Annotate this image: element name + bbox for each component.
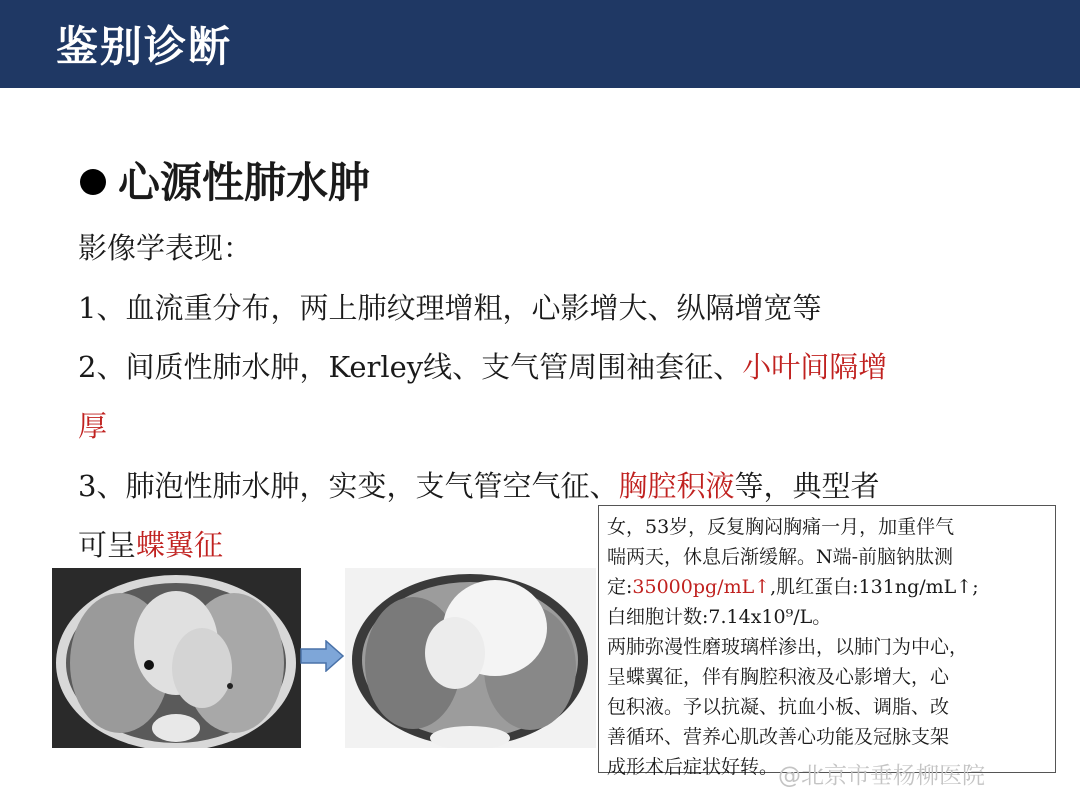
ct-lung-window-graphic (52, 568, 301, 748)
item-3-cont-text: 可呈 (78, 528, 137, 562)
section-heading-text: 心源性肺水肿 (118, 158, 371, 207)
slide-title: 鉴别诊断 (56, 22, 233, 71)
arrow-right-icon (300, 640, 344, 672)
watermark: @北京市垂杨柳医院 (778, 763, 985, 789)
case-note-line (607, 572, 1047, 602)
item-2-continued: 厚 (78, 409, 108, 443)
title-bar (0, 0, 1080, 88)
case-note-line: 两肺弥漫性磨玻璃样渗出，以肺门为中心， (607, 636, 969, 658)
intro-text: 影像学表现： (78, 231, 253, 265)
item-3 (78, 468, 879, 504)
item-3-continued (78, 527, 223, 563)
case-note-line: 呈蝶翼征，伴有胸腔积液及心影增大，心 (607, 666, 950, 688)
case-note-line: 女，53岁，反复胸闷胸痛一月，加重伴气 (607, 516, 955, 538)
case-note-text: ,肌红蛋白:131ng/mL↑; (770, 576, 979, 598)
case-note-line: 喘两天，休息后渐缓解。N端-前脑钠肽测 (607, 546, 954, 568)
ct-contrast-graphic (345, 568, 596, 748)
item-2 (78, 349, 887, 385)
item-2-highlight: 小叶间隔增 (742, 350, 888, 384)
case-note-line: 成形术后症状好转。 (607, 756, 779, 778)
item-1: 1、血流重分布，两上肺纹理增粗，心影增大、纵隔增宽等 (78, 291, 822, 325)
item-3-cont-highlight: 蝶翼征 (136, 528, 224, 562)
case-note-line: 包积液。予以抗凝、抗血小板、调脂、改 (607, 696, 950, 718)
ct-image-lung-window (52, 568, 301, 748)
item-3-tail: 等，典型者 (734, 469, 880, 503)
case-note-line: 白细胞计数:7.14x10⁹/L。 (607, 606, 832, 628)
ct-image-contrast (345, 568, 596, 748)
bullet-icon (80, 169, 106, 195)
item-2-text: 2、间质性肺水肿，Kerley线、支气管周围袖套征、 (78, 350, 743, 384)
case-note-line: 善循环、营养心肌改善心功能及冠脉支架 (607, 726, 950, 748)
section-heading (80, 150, 370, 210)
item-3-text: 3、肺泡性肺水肿，实变，支气管空气征、 (78, 469, 619, 503)
item-3-highlight: 胸腔积液 (618, 469, 735, 503)
case-note-text: 定: (607, 576, 633, 598)
case-note-highlight: 35000pg/mL↑ (632, 576, 771, 598)
